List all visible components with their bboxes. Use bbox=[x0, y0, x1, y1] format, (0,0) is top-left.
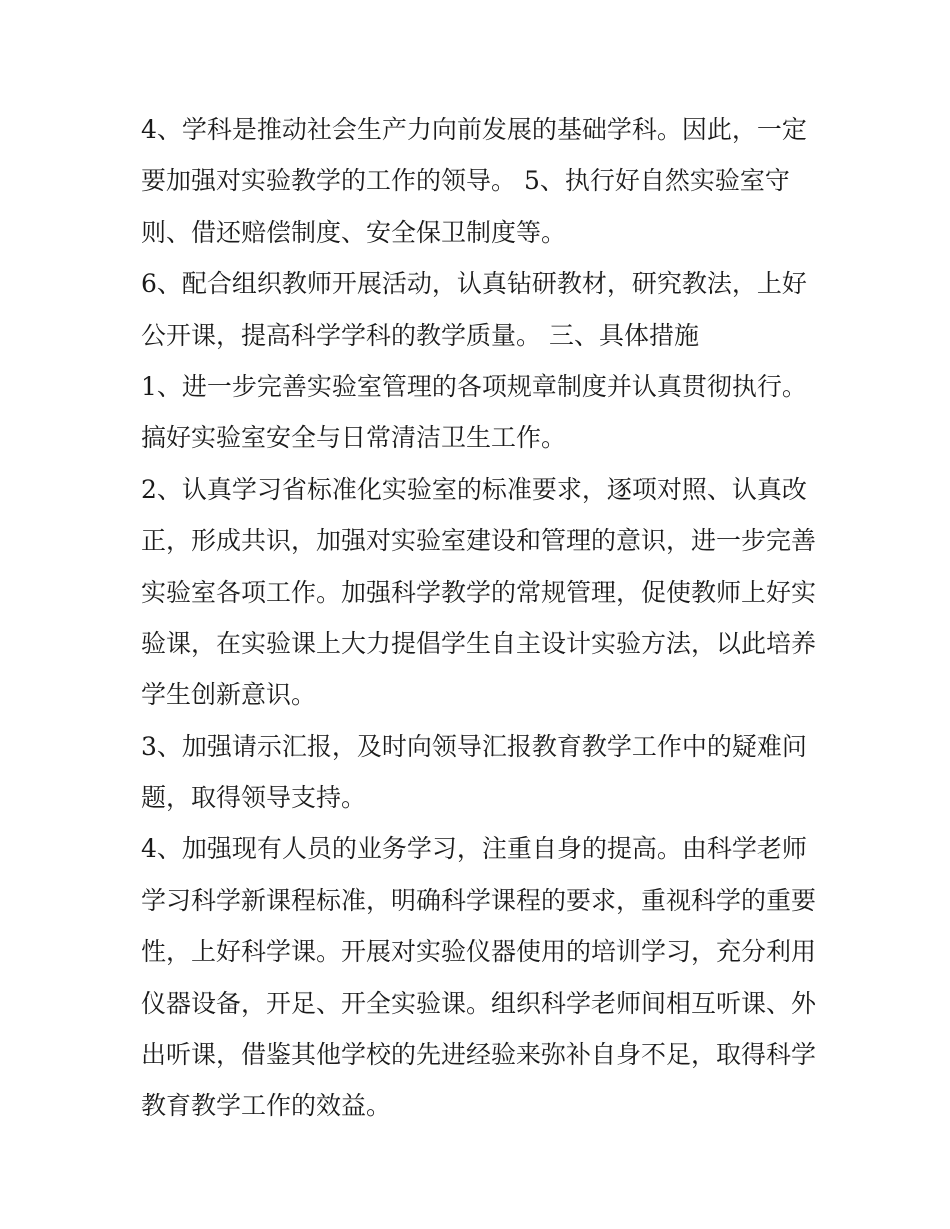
paragraph-item-6 bbox=[141, 258, 821, 361]
text-line: 2、认真学习省标准化实验室的标准要求，逐项对照、认真改 bbox=[141, 474, 807, 504]
text-line: 验课，在实验课上大力提倡学生自主设计实验方法，以此培养 bbox=[141, 628, 817, 658]
text-line: 教育教学工作的效益。 bbox=[141, 1091, 392, 1121]
text-line: 6、配合组织教师开展活动，认真钻研教材，研究教法，上好 bbox=[141, 269, 807, 299]
text-line: 仪器设备，开足、开全实验课。组织科学老师间相互听课、外 bbox=[141, 988, 817, 1018]
text-line: 学生创新意识。 bbox=[141, 680, 317, 710]
text-line: 实验室各项工作。加强科学教学的常规管理，促使教师上好实 bbox=[141, 577, 817, 607]
text-line: 3、加强请示汇报，及时向领导汇报教育教学工作中的疑难问 bbox=[141, 731, 807, 761]
paragraph-measure-4 bbox=[141, 823, 821, 1131]
text-line: 正，形成共识，加强对实验室建设和管理的意识，进一步完善 bbox=[141, 526, 817, 556]
text-line: 学习科学新课程标准，明确科学课程的要求，重视科学的重要 bbox=[141, 885, 817, 915]
paragraph-item-4 bbox=[141, 104, 821, 258]
text-line: 出听课，借鉴其他学校的先进经验来弥补自身不足，取得科学 bbox=[141, 1040, 817, 1070]
text-line: 性，上好科学课。开展对实验仪器使用的培训学习，充分利用 bbox=[141, 937, 817, 967]
text-line: 1、进一步完善实验室管理的各项规章制度并认真贯彻执行。 bbox=[141, 371, 807, 401]
paragraph-measure-3 bbox=[141, 721, 821, 824]
paragraph-measure-1 bbox=[141, 361, 821, 464]
text-line: 搞好实验室安全与日常清洁卫生工作。 bbox=[141, 423, 567, 453]
text-line: 公开课，提高科学学科的教学质量。 三、具体措施 bbox=[141, 320, 699, 350]
text-line: 4、学科是推动社会生产力向前发展的基础学科。因此，一定 bbox=[141, 115, 807, 144]
document-body bbox=[141, 104, 821, 1132]
text-line: 则、借还赔偿制度、安全保卫制度等。 bbox=[141, 217, 567, 247]
text-line: 要加强对实验教学的工作的领导。 5、执行好自然实验室守 bbox=[141, 166, 790, 196]
paragraph-measure-2 bbox=[141, 464, 821, 721]
text-line: 4、加强现有人员的业务学习，注重自身的提高。由科学老师 bbox=[141, 834, 807, 864]
text-line: 题，取得领导支持。 bbox=[141, 783, 367, 813]
